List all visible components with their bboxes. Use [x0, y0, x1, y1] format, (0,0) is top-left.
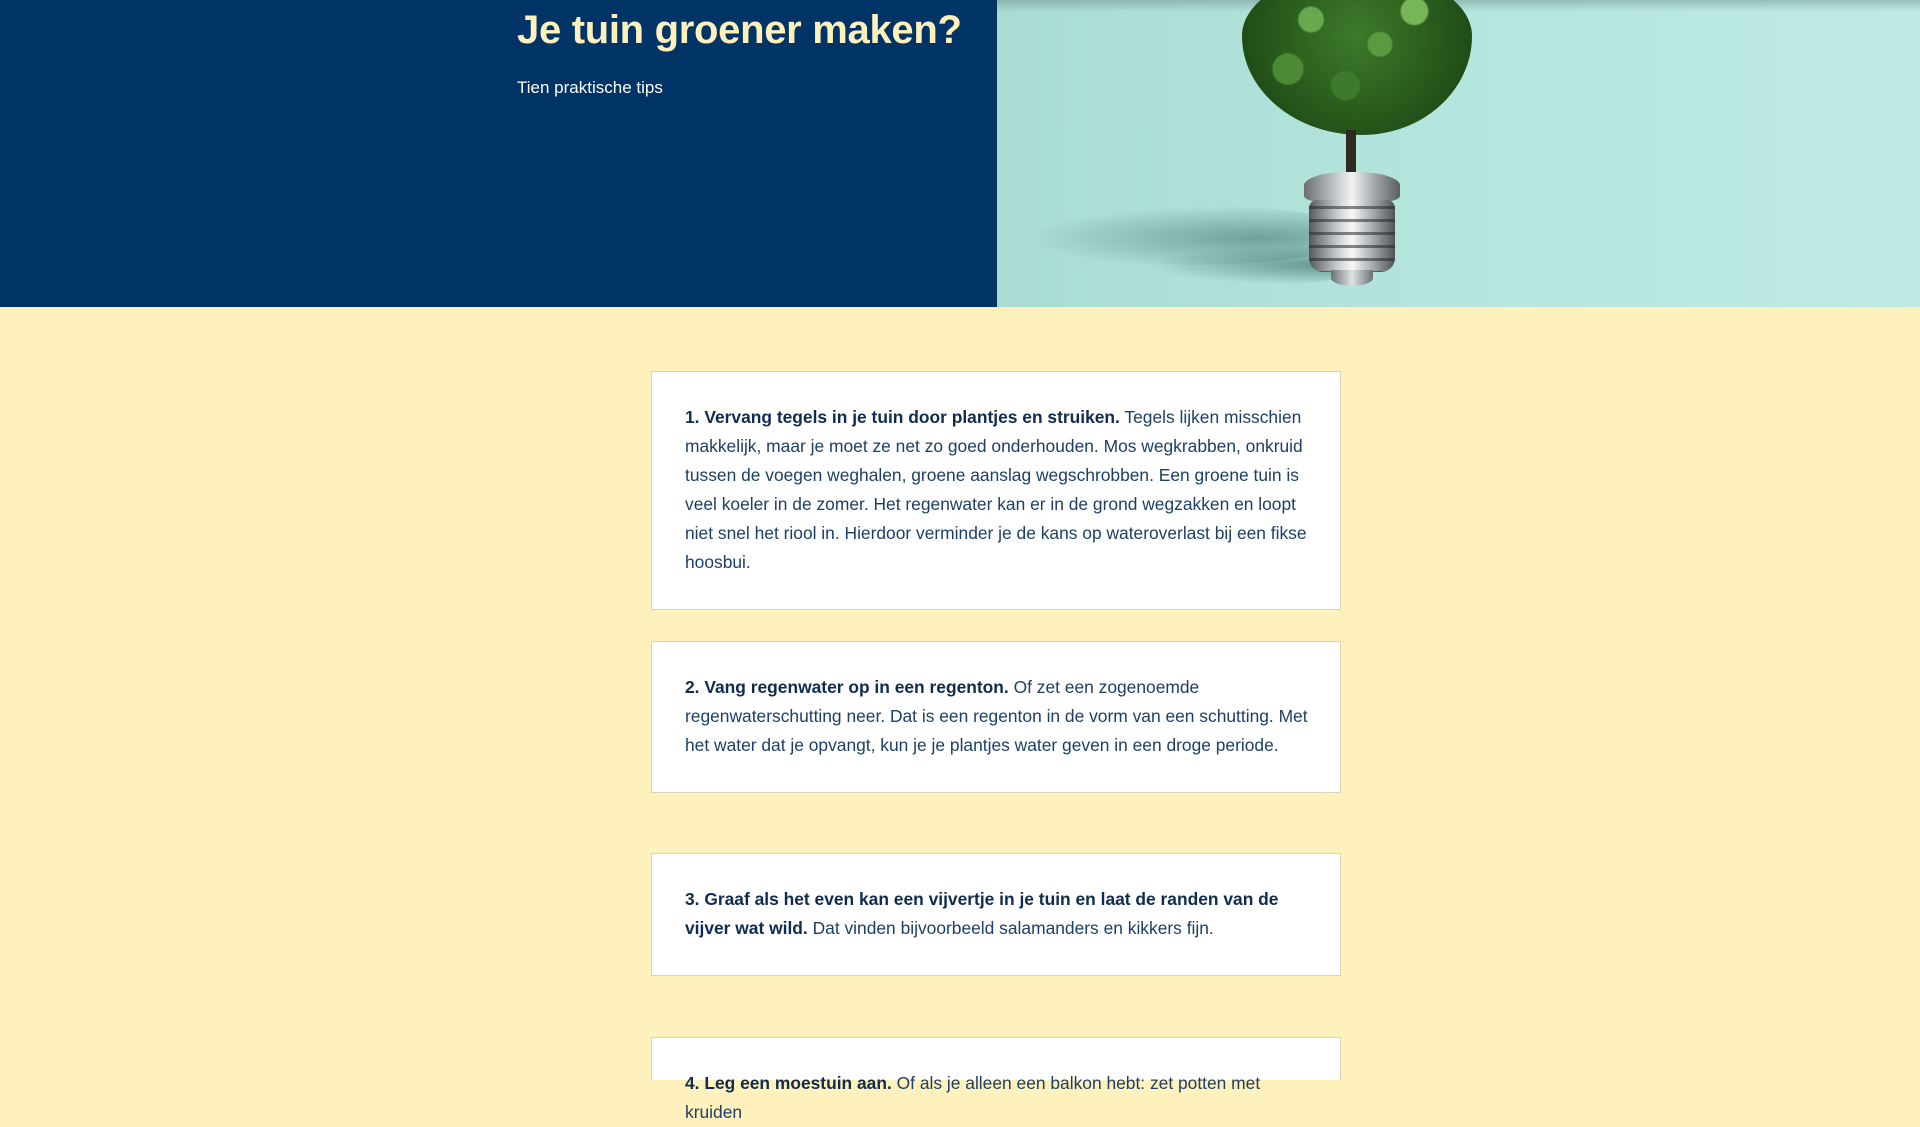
page-subtitle: Tien praktische tips — [517, 78, 663, 97]
hero-section — [0, 0, 1920, 307]
hero-text-panel — [0, 0, 997, 307]
tip-heading: 2. Vang regenwater op in een regenton. — [685, 677, 1009, 697]
page-title: Je tuin groener maken? — [517, 8, 962, 52]
tip-text — [685, 885, 1308, 943]
tip-heading: 1. Vervang tegels in je tuin door plantjes en struiken. — [685, 407, 1120, 427]
bulb-collar — [1304, 172, 1400, 202]
bulb-screw-base — [1309, 200, 1395, 272]
tip-body: Dat vinden bijvoorbeeld salamanders en kikkers fijn. — [812, 918, 1214, 938]
tip-body: Of als je alleen een balkon hebt: zet potten met kruiden — [685, 1073, 1261, 1122]
tip-card-2 — [651, 641, 1341, 793]
tip-card-1 — [651, 371, 1341, 610]
bulb-tip — [1331, 270, 1373, 286]
tip-text — [685, 403, 1308, 577]
tip-body: Tegels lijken misschien makkelijk, maar je moet ze net zo goed onderhouden. Mos wegkrabben, onkruid tussen de voegen weghalen, groene aanslag wegschrobben. Een groene tuin is veel koeler in de zomer. Het regenwater kan er in de grond wegzakken en loopt niet snel het riool in. Hierdoor verminder je de kans op wateroverlast bij een fikse hoosbui. — [685, 407, 1307, 572]
tip-text — [685, 673, 1308, 760]
hero-image — [997, 0, 1920, 307]
tip-card-4 — [651, 1037, 1341, 1122]
tree-foliage — [1242, 0, 1472, 135]
tip-heading: 3. Graaf als het even kan een vijvertje in je tuin en laat de randen van de vijver wat wild. — [685, 889, 1279, 938]
tip-body: Of zet een zogenoemde regenwaterschutting neer. Dat is een regenton in de vorm van een schutting. Met het water dat je opvangt, kun je je plantjes water geven in een droge periode. — [685, 677, 1308, 755]
tip-text — [685, 1069, 1308, 1127]
tip-heading: 4. Leg een moestuin aan. — [685, 1073, 892, 1093]
tip-card-3 — [651, 853, 1341, 976]
